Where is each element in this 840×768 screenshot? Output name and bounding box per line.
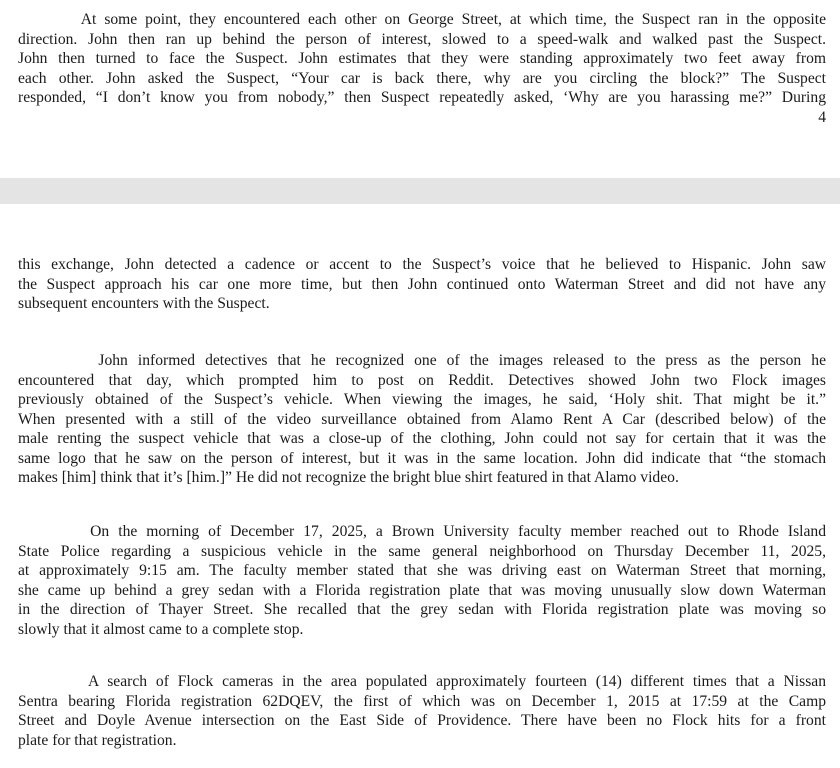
text-line: John then turned to face the Suspect. John estimates that they were standing approximately two feet away from [18,50,826,67]
text-line: the Suspect approach his car one more time, but then John continued onto Waterman Street and did not have any [18,275,826,293]
page-separator [0,178,840,204]
text-line: each other. John asked the Suspect, “Your car is back there, why are you circling the block?” The Suspect [18,69,826,87]
text-line: previously obtained of the Suspect’s vehicle. When viewing the images, he said, ‘Holy shit. That might be it.” [18,391,826,408]
text-line: John informed detectives that he recognized one of the images released to the press as the person he [18,352,826,369]
text-line: slowly that it almost came to a complete stop. [18,620,304,638]
text-line: she came up behind a grey sedan with a Florida registration plate that was moving unusually slow down Waterman [18,581,826,599]
paragraph-exchange-continued [18,255,826,314]
paragraph-flock-images [18,351,826,488]
text-line: in the direction of Thayer Street. She recalled that the grey sedan with Florida registration plate was moving so [18,601,826,618]
paragraph-flock-search [18,672,826,750]
text-line: direction. John then ran up behind the person of interest, slowed to a speed-walk and walked past the Suspect. [18,30,826,48]
text-line: encountered that day, which prompted him to post on Reddit. Detectives showed John two Flock images [18,371,826,389]
document-page-top [0,0,840,178]
text-line: subsequent encounters with the Suspect. [18,295,270,312]
page-number: 4 [818,109,826,126]
text-line: makes [him] think that it’s [him.]” He did not recognize the bright blue shirt featured in that Alamo video. [18,469,679,486]
text-line: Street and Doyle Avenue intersection on the East Side of Providence. There have been no Flock hits for a front [18,712,826,729]
text-line: at approximately 9:15 am. The faculty member stated that she was driving east on Waterman Street that morning, [18,562,826,579]
text-line: When presented with a still of the video surveillance obtained from Alamo Rent A Car (described below) of the [18,410,826,428]
paragraph-encounter-george-street [18,10,826,108]
text-line: this exchange, John detected a cadence or accent to the Suspect’s voice that he believed to Hispanic. John saw [18,256,826,273]
text-line: male renting the suspect vehicle that was a close-up of the clothing, John could not say for certain that it was the [18,430,826,447]
text-line: same logo that he saw on the person of interest, but it was in the same location. John did indicate that “the stomach [18,449,826,467]
text-line: plate for that registration. [18,731,177,749]
paragraph-faculty-member-report [18,522,826,639]
text-line: Sentra bearing Florida registration 62DQEV, the first of which was on December 1, 2015 at 17:59 at the Camp [18,692,826,710]
text-line: A search of Flock cameras in the area populated approximately fourteen (14) different times that a Nissan [18,673,826,690]
text-line: responded, “I don’t know you from nobody,” then Suspect repeatedly asked, ‘Why are you harassing me?” During [18,89,826,106]
document-page-bottom [0,204,840,768]
text-line: At some point, they encountered each other on George Street, at which time, the Suspect ran in the opposite [18,11,826,28]
text-line: State Police regarding a suspicious vehicle in the same general neighborhood on Thursday December 11, 2025, [18,542,826,560]
text-line: On the morning of December 17, 2025, a Brown University faculty member reached out to Rhode Island [18,523,826,540]
